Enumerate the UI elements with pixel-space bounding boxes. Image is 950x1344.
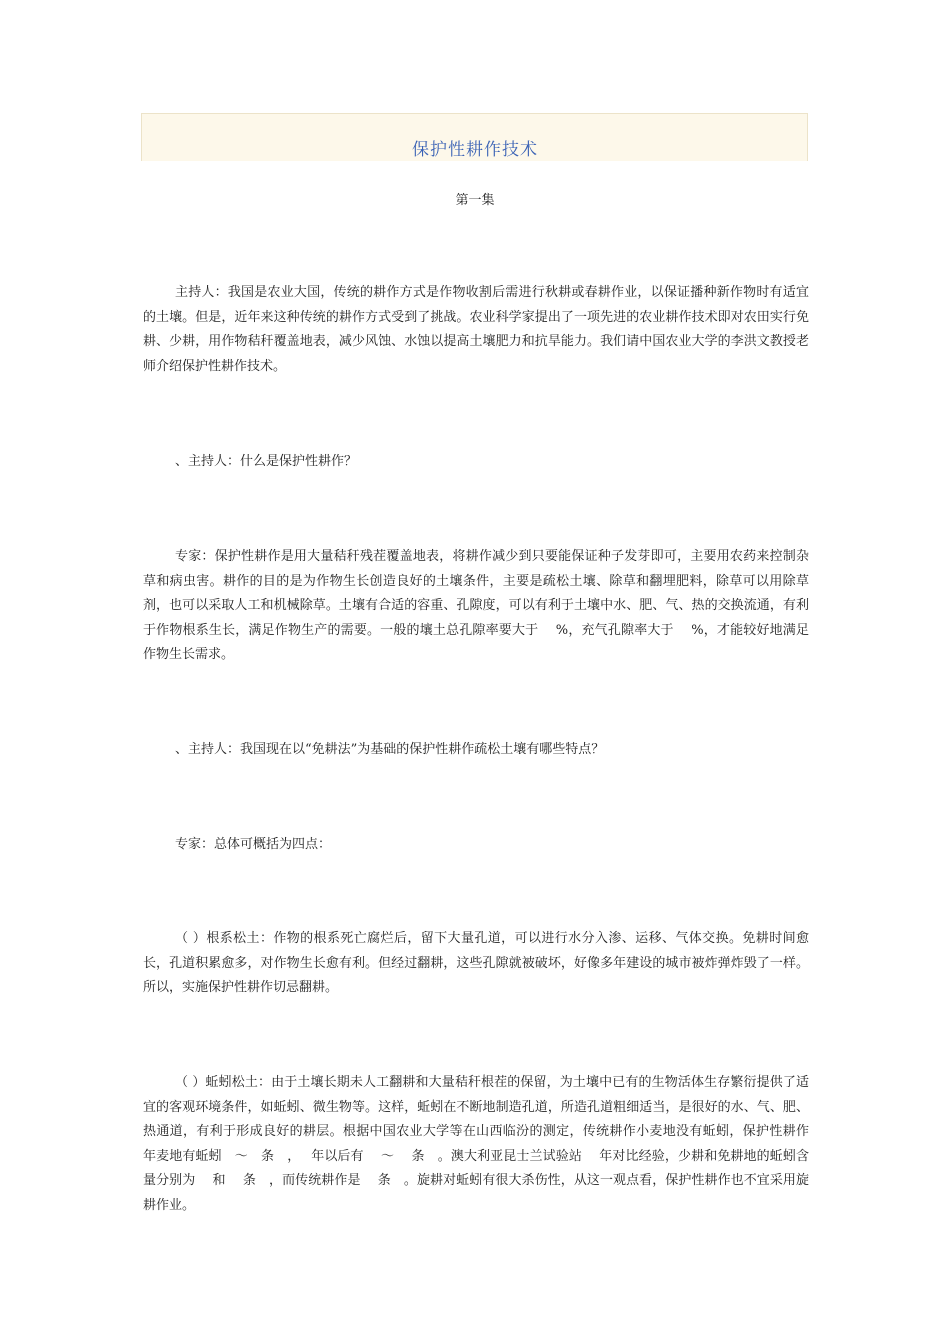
page-title: 保护性耕作技术 (412, 140, 538, 160)
episode-subtitle: 第一集 (455, 193, 495, 208)
point-earthworm-loosening: （ ）蚯蚓松土：由于土壤长期未人工翻耕和大量秸秆根茬的保留，为土壤中已有的生物活体生存繁衍提供了适宜的客观环境条件，如蚯蚓、微生物等。这样，蚯蚓在不断地制造孔道，所造孔道粗细适当，是很好的水、气、肥、热通道，有利于形成良好的耕层。根据中国农业大学等在山西临汾的测定，传统耕作小麦地没有蚯蚓，保护性耕作 年麦地有蚯蚓 ～ 条 ， 年以后有 ～ 条 。澳大利亚昆士兰试验站 年对比经验，少耕和免耕地的蚯蚓含量分别为 和 条 ，而传统耕作是 条 。旋耕对蚯蚓有很大杀伤性，从这一观点看，保护性耕作也不宜采用旋耕作业。 (143, 1075, 823, 1213)
intro-paragraph: 主持人：我国是农业大国，传统的耕作方式是作物收割后需进行秋耕或春耕作业，以保证播种新作物时有适宜的土壤。但是，近年来这种传统的耕作方式受到了挑战。农业科学家提出了一项先进的农业耕作技术即对农田实行免耕、少耕，用作物秸秆覆盖地表，减少风蚀、水蚀以提高土壤肥力和抗旱能力。我们请中国农业大学的李洪文教授老师介绍保护性耕作技术。 (143, 285, 809, 374)
point-root-loosening: （ ）根系松土：作物的根系死亡腐烂后，留下大量孔道，可以进行水分入渗、运移、气体交换。免耕时间愈长，孔道积累愈多，对作物生长愈有利。但经过翻耕，这些孔隙就被破坏，好像多年建设的城市被炸弹炸毁了一样。所以，实施保护性耕作切忌翻耕。 (143, 931, 809, 995)
expert-answer-2: 专家：总体可概括为四点： (175, 837, 332, 852)
host-question-2: 、主持人：我国现在以“免耕法”为基础的保护性耕作疏松土壤有哪些特点？ (175, 742, 605, 757)
host-question-1: 、主持人：什么是保护性耕作？ (175, 454, 358, 469)
expert-answer-1: 专家：保护性耕作是用大量秸秆残茬覆盖地表，将耕作减少到只要能保证种子发芽即可，主要用农药来控制杂草和病虫害。耕作的目的是为作物生长创造良好的土壤条件，主要是疏松土壤、除草和翻埋肥料，除草可以用除草剂，也可以采取人工和机械除草。土壤有合适的容重、孔隙度，可以有利于土壤中水、肥、气、热的交换流通，有利于作物根系生长，满足作物生产的需要。一般的壤土总孔隙率要大于 %，充气孔隙率大于 %，才能较好地满足作物生长需求。 (143, 549, 809, 662)
